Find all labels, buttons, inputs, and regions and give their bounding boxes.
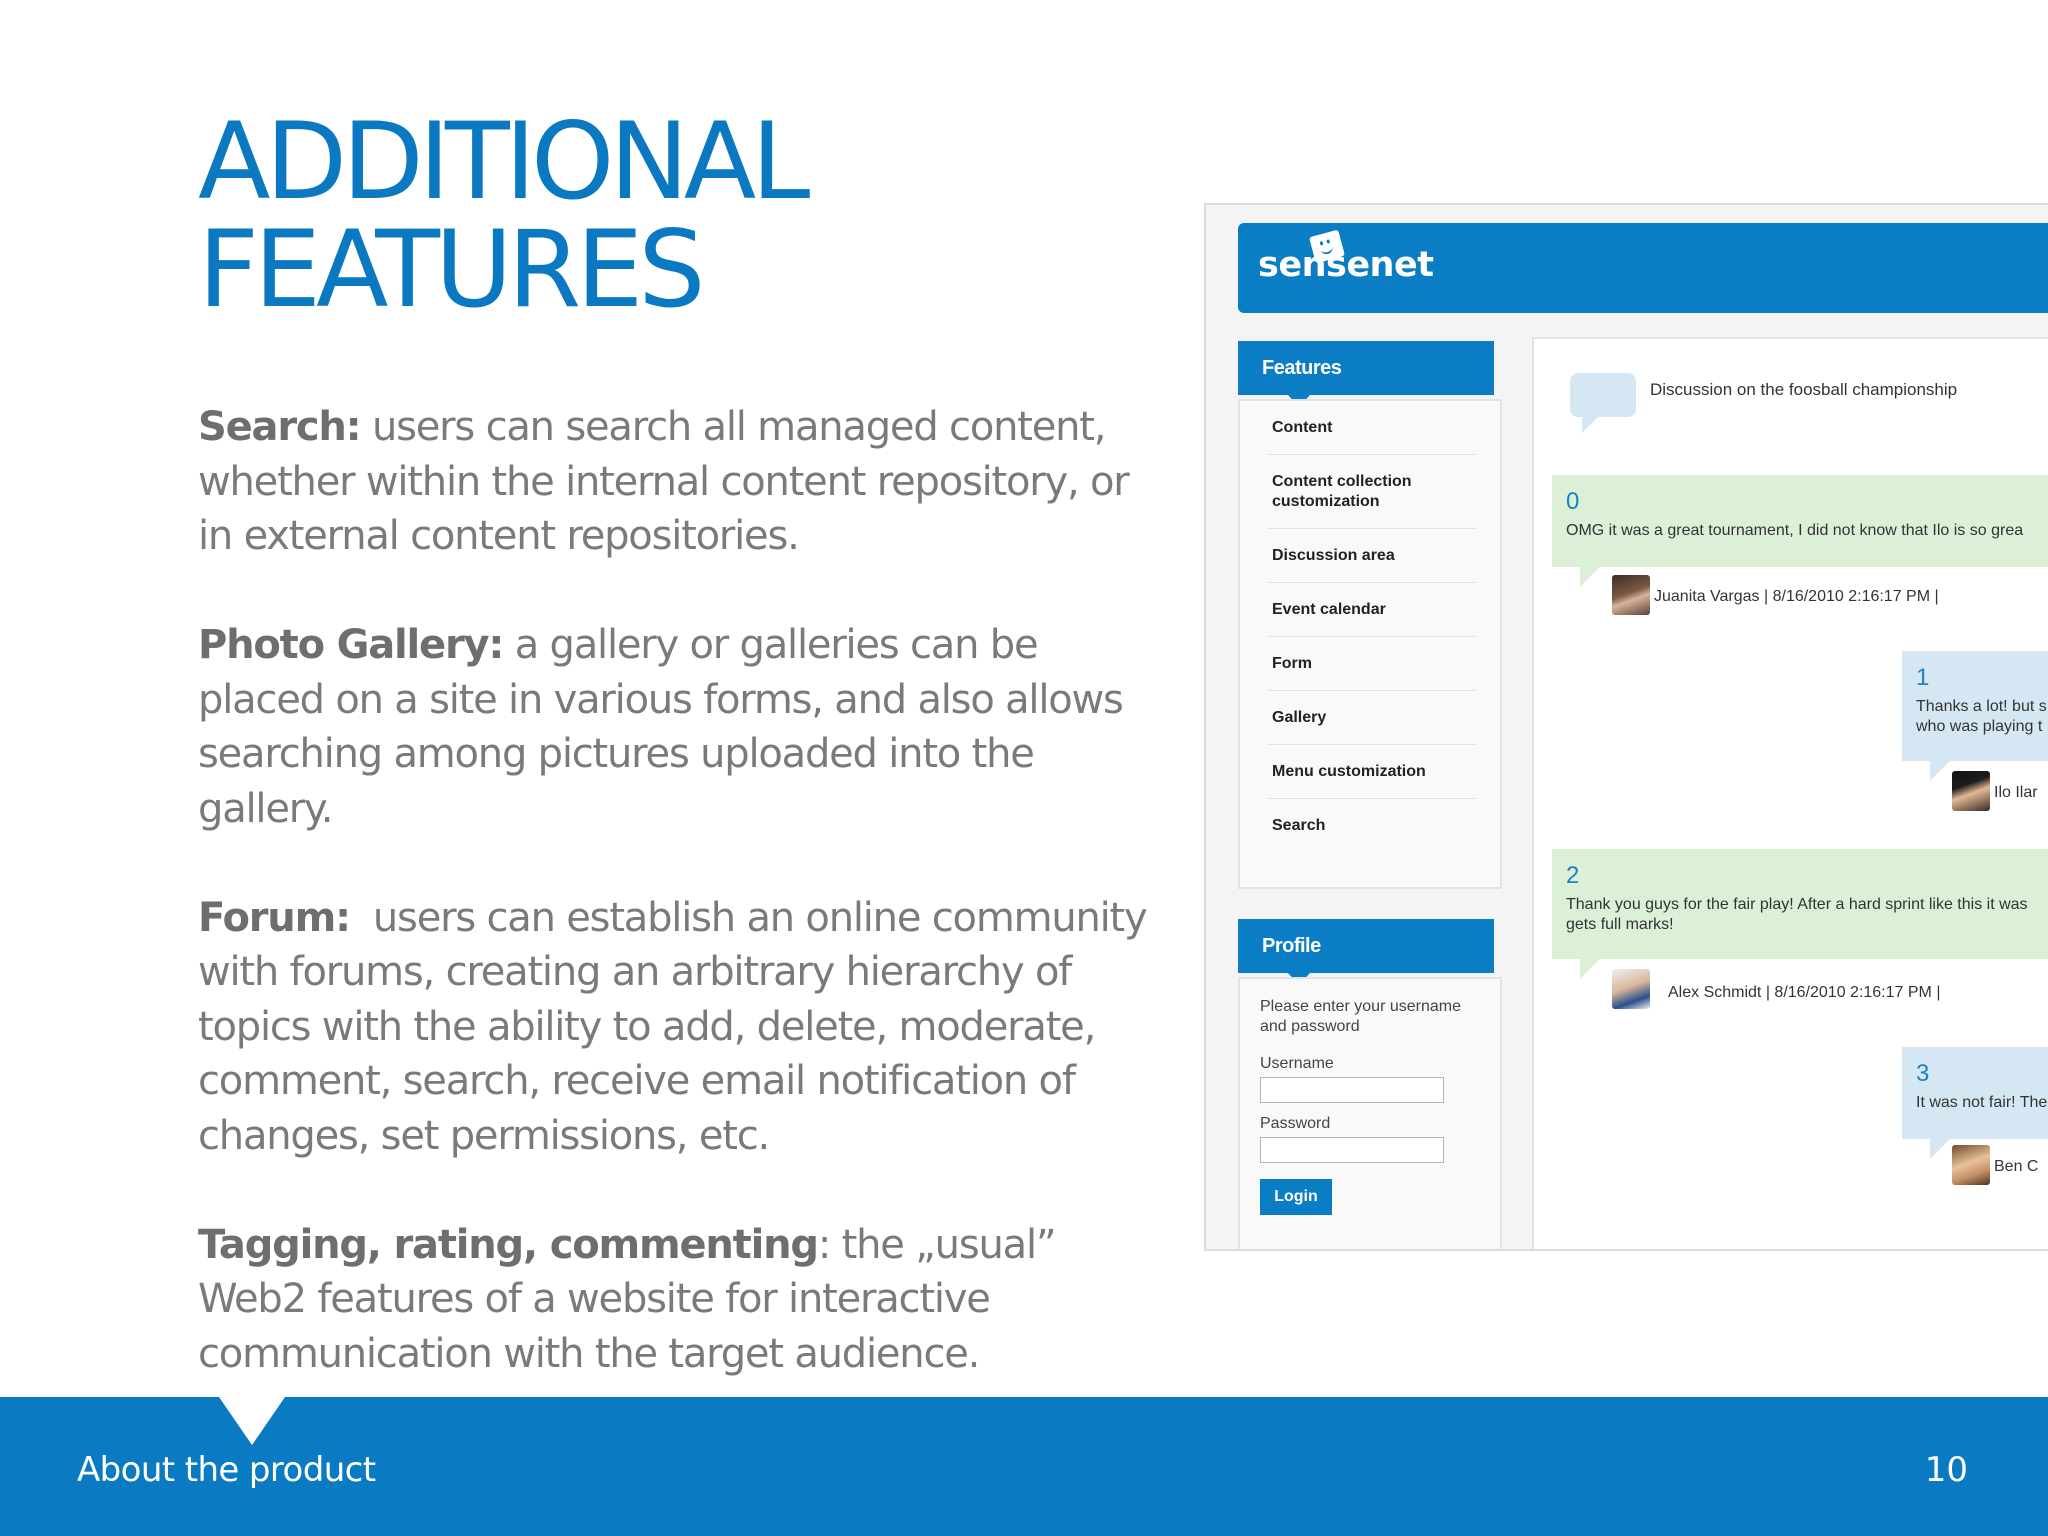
post-number: 0 (1566, 488, 1580, 515)
nav-item-discussion-area[interactable]: Discussion area (1268, 529, 1476, 583)
nav-item-menu-customization[interactable]: Menu customization (1268, 745, 1476, 799)
login-prompt: Please enter your username and password (1260, 998, 1461, 1035)
search-text: users can search all managed content, whether within the internal content repository, or in external content repositories. (198, 404, 1129, 559)
photo-gallery-text: a gallery or galleries can be placed on a site in various forms, and also allows searching among pictures uploaded into the gallery. (198, 622, 1123, 832)
slide-title (198, 100, 806, 331)
forum-heading: Forum: (198, 894, 350, 941)
post-author: Ben C (1994, 1158, 2039, 1175)
post-message: who was playing t (1916, 718, 2043, 735)
post-1 (1902, 651, 2048, 761)
login-button[interactable]: Login (1260, 1179, 1332, 1215)
tagging-text: : the „usual” Web2 features of a website for interactive communication with the target audience. (198, 1221, 1056, 1377)
post-2 (1552, 849, 2048, 959)
nav-item-gallery[interactable]: Gallery (1268, 691, 1476, 745)
post-message: OMG it was a great tournament, I did not know that Ilo is so grea (1566, 522, 2024, 539)
nav-item-content[interactable]: Content (1268, 401, 1476, 455)
product-screenshot (1204, 203, 2048, 1251)
profile-box (1238, 977, 1502, 1251)
site-header (1238, 223, 2048, 313)
search-paragraph (198, 400, 1168, 564)
photo-gallery-heading: Photo Gallery: (198, 622, 504, 668)
avatar (1612, 575, 1650, 615)
feature-descriptions (198, 400, 1168, 1436)
post-number: 3 (1916, 1060, 1930, 1087)
forum-text: users can establish an online community with forums, creating an arbitrary hierarchy of topics with the ability to add, delete, moderate, comment, search, receive email notification of changes, set permissions, etc. (198, 894, 1159, 1159)
page-number: 10 (1924, 1450, 1968, 1490)
nav-item-event-calendar[interactable]: Event calendar (1268, 583, 1476, 637)
post-message: Thanks a lot! but s (1916, 698, 2047, 715)
post-message: It was not fair! The (1916, 1094, 2048, 1111)
post-author: Alex Schmidt | 8/16/2010 2:16:17 PM | (1668, 984, 1941, 1001)
nav-item-content-collection[interactable]: Content collection customization (1268, 455, 1476, 529)
site-logo[interactable]: sensenet (1258, 245, 1434, 285)
post-message: gets full marks! (1566, 916, 1674, 933)
topic-title[interactable]: Discussion on the foosball championship (1650, 380, 1958, 399)
footer-notch (219, 1397, 285, 1445)
post-author: Ilo Ilar (1994, 784, 2038, 801)
footer-section-label: About the product (77, 1450, 376, 1490)
nav-item-search[interactable]: Search (1272, 817, 1326, 834)
photo-gallery-paragraph (198, 618, 1168, 836)
discussion-panel (1532, 337, 2048, 1251)
avatar (1612, 969, 1650, 1009)
username-label: Username (1260, 1055, 1334, 1072)
post-message: Thank you guys for the fair play! After a hard sprint like this it was (1566, 896, 2028, 913)
post-author: Juanita Vargas | 8/16/2010 2:16:17 PM | (1654, 588, 1939, 605)
post-number: 1 (1916, 664, 1930, 691)
search-heading: Search: (198, 404, 361, 450)
slide-title-line-1: ADDITIONAL (198, 100, 806, 223)
features-nav (1240, 401, 1500, 852)
post-number: 2 (1566, 862, 1580, 889)
features-box (1238, 399, 1502, 889)
forum-paragraph (198, 891, 1168, 1164)
nav-item-form[interactable]: Form (1268, 637, 1476, 691)
avatar (1952, 771, 1990, 811)
slide-title-line-2: FEATURES (198, 208, 701, 331)
profile-box-title: Profile (1238, 919, 1494, 973)
tagging-heading: Tagging, rating, commenting (198, 1221, 818, 1268)
speech-bubble-icon (1570, 373, 1636, 417)
post-0 (1552, 475, 2048, 567)
post-3 (1902, 1047, 2048, 1139)
username-input[interactable] (1260, 1077, 1444, 1103)
avatar (1952, 1145, 1990, 1185)
features-box-title: Features (1238, 341, 1494, 395)
password-input[interactable] (1260, 1137, 1444, 1163)
tagging-paragraph (198, 1218, 1168, 1382)
password-label: Password (1260, 1115, 1331, 1132)
